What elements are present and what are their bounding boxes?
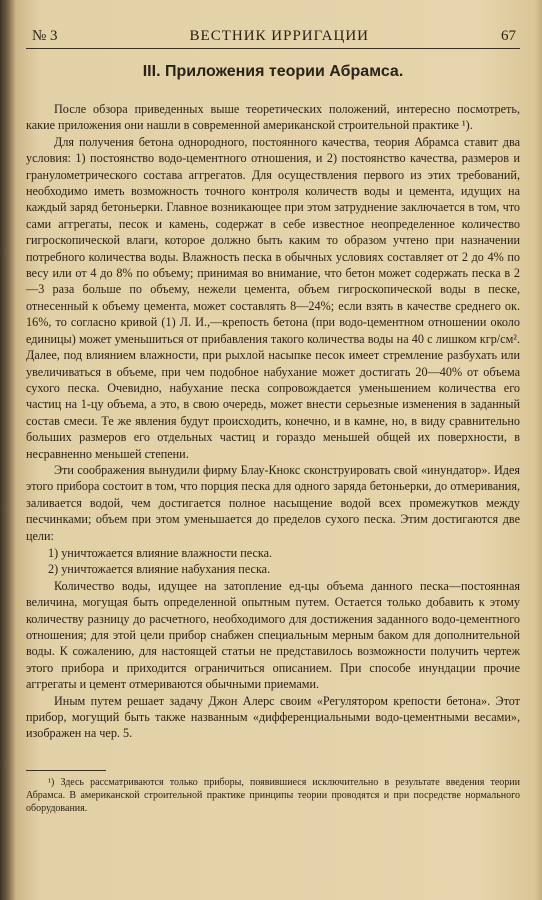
goals-list: [26, 545, 520, 578]
goal-item: 1) уничтожается влияние влажности песка.: [48, 545, 273, 560]
running-header: [26, 28, 520, 49]
paragraph-ahlers-regulator: Иным путем решает задачу Джон Алерс своим «Регулятором крепости бетона». Этот прибор, могущий быть также названным «дифференциальными водо-цементными весами», изображен на чер. 5.: [26, 693, 520, 741]
paragraph-intro: После обзора приведенных выше теоретических положений, интересно посмотреть, какие приложения они нашли в современной американской строительной практике ¹).: [26, 102, 520, 133]
page-number: 67: [500, 28, 516, 44]
paragraph-water-quantity: Количество воды, идущее на затопление ед-цы объема данного песка—постоянная величина, могущая быть определенной опытным путем. Остается только добавить к этому количеству разницу до расчетного, необходимого для достижения заданного водо-цементного отношения; для этой цели прибор снабжен специальным мерным баком для дополнительной воды. К сожалению, для настоящей статьи не представилось возможности получить чертеж этого прибора и приходится ограничиться описанием. При способе инундации прочие аггрегаты и цемент отмериваются обычными приемами.: [26, 578, 520, 692]
goal-item: 2) уничтожается влияние набухания песка.: [48, 562, 271, 577]
footnote: ¹) Здесь рассматриваются только приборы, появившиеся исключительно в результате введения теории Абрамса. В американской строительной практике принципы теории проводятся и при посредстве нормального оборудования.: [26, 776, 520, 814]
paragraph-conditions: Для получения бетона однородного, постоянного качества, теория Абрамса ставит два условия: 1) постоянство водо-цементного отношения, и 2) постоянство качества, размеров и гранулометрического состава аггрегатов. Для осуществления первого из этих требований, необходимо иметь возможность точного контроля количеств воды и цемента, идущих на каждый заряд бетоньерки. Главное возникающее при этом затруднение заключается в том, что сами аггрегаты, песок и камень, содержат в себе известное неопределенное количество гигроскопической влаги, которое должно быть каким то образом учтено при назначении потребного количества воды. Влажность песка в обычных условиях составляет от 2 до 4% по весу или от 4 до 8% по объему; принимая во внимание, что бетон может содержать песка в 2—3 раза больше по объему, нежели цемента, объем гигроскопической воды в песке, отнесенный к объему цемента, может составлять 8—24%; если взять в качестве среднего ок. 16%, то согласно кривой (1) Л. И.,—крепость бетона (при водо-цементном отношении около единицы) может уменьшиться от прибавления такого количества воды на 40 с лишком кгр/cм². Далее, под влиянием влажности, при рыхлой насыпке песок имеет стремление разбухать или увеличиваться в объеме, при чем подобное набухание может достигать 20—40% от объема сухого песка. Очевидно, набухание песка сопровождается уменьшением количества его частиц на 1-цу объема, а это, в свою очередь, может внести серьезные изменения в заданный состав смеси. Те же явления будут происходить, конечно, и в камне, но, в виду сравнительно больших размеров его отдельных частиц и гораздо меньшей общей их поверхности, в несравненно меньшей степени.: [26, 134, 520, 461]
journal-title: ВЕСТНИК ИРРИГАЦИИ: [189, 28, 370, 44]
section-title: III. Приложения теории Абрамса.: [142, 63, 404, 80]
issue-number: № 3: [32, 28, 58, 44]
footnote-divider: [26, 770, 106, 771]
paragraph-inundator: Эти соображения вынудили фирму Блау-Кнокс сконструировать свой «инундатор». Идея этого прибора состоит в том, что порция песка для одного заряда бетоньерки, до отмеривания, заливается водой, чем достигается полное насыщение водой всех промежутков между песчинками; объем при этом уменьшается до пределов сухого песка. Этим достигаются две цели:: [26, 462, 520, 543]
